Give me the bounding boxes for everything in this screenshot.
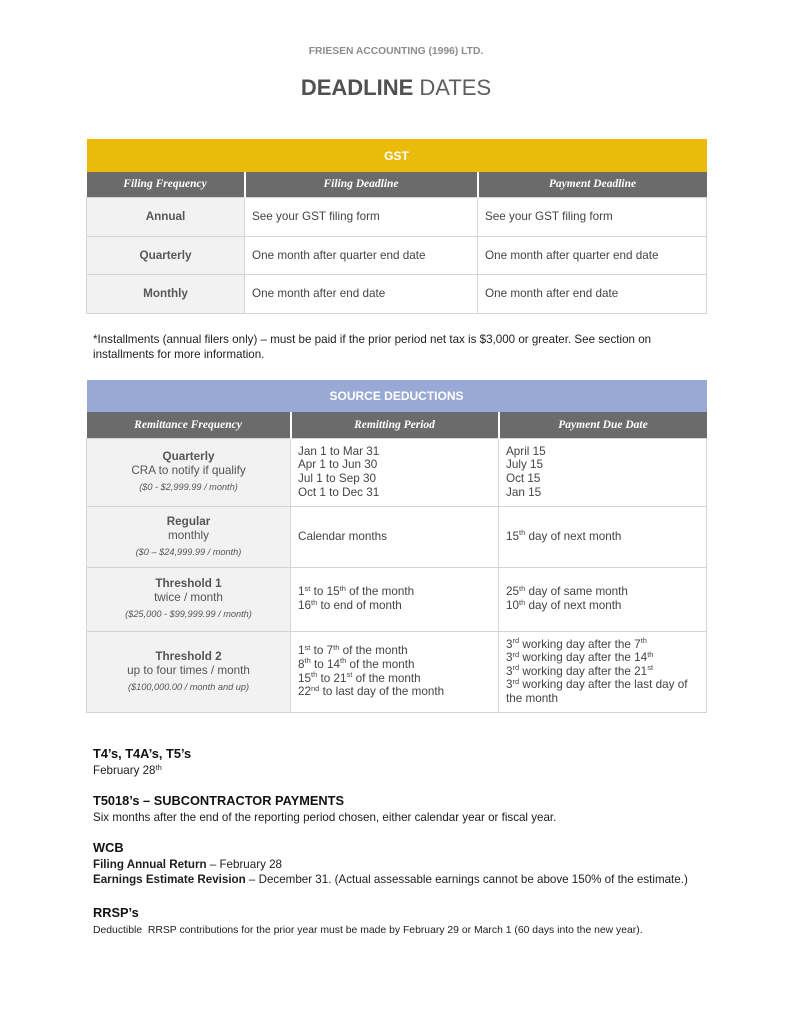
gst-payment-deadline-cell: One month after end date	[478, 274, 707, 313]
gst-column-header-row	[87, 172, 707, 197]
wcb-annual-return-label: Filing Annual Return	[93, 858, 207, 871]
payment-due-cell	[499, 506, 707, 567]
line-text: working day after the 14	[519, 651, 648, 665]
line-text: day of next month	[525, 529, 622, 543]
line-text: day of same month	[525, 585, 628, 599]
line-text: to end of month	[317, 599, 402, 612]
gst-filing-deadline-cell: One month after end date	[245, 274, 478, 313]
remittance-frequency-cell	[87, 438, 291, 506]
line-text: Oct 15	[506, 472, 541, 485]
cell-line	[506, 651, 698, 665]
t4-date	[93, 763, 162, 778]
source-deductions-band-row	[87, 380, 707, 412]
line-text: 16	[298, 599, 312, 612]
ordinal-suffix: nd	[311, 683, 320, 693]
cell-line	[506, 678, 698, 705]
frequency-range: ($0 – $24,999.99 / month)	[135, 546, 242, 557]
frequency-detail: twice / month	[154, 591, 223, 604]
line-text: Jan 15	[506, 485, 542, 499]
source-deductions-header: SOURCE DEDUCTIONS	[87, 380, 707, 412]
column-header-remittance-frequency: Remittance Frequency	[134, 418, 242, 431]
ordinal-suffix: th	[519, 528, 526, 538]
frequency-name: Regular	[166, 514, 211, 528]
line-text: 15	[298, 671, 312, 685]
gst-band-row	[87, 139, 707, 172]
ordinal-suffix: st	[304, 642, 311, 652]
ordinal-suffix: rd	[512, 636, 520, 646]
cell-line	[506, 486, 698, 500]
line-text: Apr 1 to Jun 30	[298, 458, 378, 472]
line-text: 22	[298, 685, 312, 699]
source-deductions-table	[86, 380, 707, 713]
ordinal-suffix: st	[647, 663, 654, 673]
t5018-text: Six months after the end of the reporting period chosen, either calendar year or fiscal year.	[93, 811, 557, 824]
frequency-detail: monthly	[168, 528, 209, 542]
column-header-remitting-period: Remitting Period	[291, 412, 499, 438]
line-text: 1	[298, 585, 305, 599]
line-text: 3	[506, 637, 513, 651]
wcb-annual-return-text: – February 28	[206, 858, 282, 871]
line-text: of the month	[339, 644, 408, 658]
ordinal-suffix: th	[519, 597, 526, 607]
ordinal-suffix: st	[346, 670, 353, 679]
ordinal-suffix: th	[333, 642, 340, 652]
line-text: 1	[298, 644, 305, 658]
payment-due-cell	[499, 438, 707, 506]
frequency-name: Threshold 1	[155, 577, 222, 590]
gst-frequency-cell: Quarterly	[87, 236, 245, 274]
cell-line	[506, 458, 698, 472]
payment-due-cell	[499, 567, 707, 631]
table-row	[87, 236, 707, 274]
ordinal-suffix: th	[519, 583, 526, 593]
table-row	[87, 438, 707, 506]
rrsp-text: Deductible RRSP contributions for the prior year must be made by February 29 or March 1 (60 days into the new year).	[93, 925, 643, 936]
frequency-range: ($25,000 - $99,999.99 / month)	[125, 609, 252, 619]
ordinal-suffix: th	[311, 670, 318, 679]
remittance-frequency-cell	[87, 567, 291, 631]
cell-line	[506, 599, 698, 613]
cell-line	[506, 665, 698, 679]
wcb-estimate-revision	[93, 872, 688, 887]
line-text: 3	[506, 678, 513, 692]
line-text: 3	[506, 664, 513, 678]
line-text: 15	[506, 529, 520, 543]
frequency-detail: CRA to notify if qualify	[131, 464, 246, 477]
table-row	[87, 567, 707, 631]
column-header-filing-deadline: Filing Deadline	[245, 172, 478, 197]
wcb-heading: WCB	[93, 840, 124, 855]
cell-line	[506, 638, 698, 652]
gst-frequency-cell: Monthly	[87, 274, 245, 313]
line-text: working day after the 21	[519, 664, 648, 678]
line-text: to 7	[310, 644, 334, 658]
cell-line	[298, 658, 490, 672]
frequency-name: Threshold 2	[155, 649, 222, 663]
line-text: to 21	[317, 671, 347, 685]
ordinal-suffix: th	[155, 762, 162, 772]
line-text: Oct 1 to Dec 31	[298, 485, 380, 499]
wcb-estimate-text: – December 31. (Actual assessable earnings cannot be above 150% of the estimate.)	[245, 873, 688, 886]
installments-note: *Installments (annual filers only) – must be paid if the prior period net tax is $3,000 or greater. See section on installments for more information.	[93, 333, 652, 361]
line-text: 8	[298, 657, 305, 671]
remitting-period-cell	[291, 631, 499, 712]
cell-line	[298, 458, 490, 472]
cell-line	[506, 530, 698, 544]
cell-line	[506, 472, 698, 486]
source-deductions-column-header-row	[87, 412, 707, 438]
remitting-period-cell	[291, 567, 499, 631]
cell-line	[298, 472, 490, 486]
payment-due-cell	[499, 631, 707, 712]
gst-filing-deadline-cell: One month after quarter end date	[245, 236, 478, 274]
page-title-bold: DEADLINE	[300, 75, 414, 100]
remittance-frequency-cell	[87, 506, 291, 567]
line-text: working day after the last day of the month	[506, 678, 688, 705]
ordinal-suffix: rd	[512, 676, 520, 686]
line-text: Jan 1 to Mar 31	[298, 444, 380, 458]
line-text: to 14	[310, 657, 341, 671]
line-text: to last day of the month	[319, 685, 445, 699]
line-text: of the month	[345, 585, 415, 599]
line-text: July 15	[506, 458, 544, 472]
ordinal-suffix: rd	[512, 663, 520, 673]
ordinal-suffix: th	[340, 656, 347, 666]
line-text: Calendar months	[298, 529, 388, 543]
line-text: of the month	[346, 657, 415, 671]
ordinal-suffix: th	[339, 583, 346, 593]
ordinal-suffix: th	[640, 636, 647, 646]
cell-line	[298, 672, 490, 686]
frequency-range: ($0 - $2,999.99 / month)	[139, 482, 238, 492]
cell-line	[298, 644, 490, 658]
ordinal-suffix: th	[311, 597, 318, 607]
gst-payment-deadline-cell: One month after quarter end date	[478, 236, 707, 274]
cell-line	[506, 585, 698, 599]
line-text: 3	[506, 651, 513, 665]
ordinal-suffix: th	[647, 649, 654, 659]
wcb-estimate-label: Earnings Estimate Revision	[93, 873, 246, 886]
cell-line	[298, 585, 490, 599]
table-row	[87, 631, 707, 712]
page-title	[0, 75, 792, 101]
cell-line	[298, 486, 490, 500]
line-text: of the month	[352, 671, 421, 685]
remitting-period-cell	[291, 506, 499, 567]
frequency-detail: up to four times / month	[127, 663, 250, 677]
cell-line	[298, 599, 490, 613]
gst-payment-deadline-cell: See your GST filing form	[478, 197, 707, 236]
table-row	[87, 274, 707, 313]
cell-line	[298, 445, 490, 459]
column-header-payment-due-date: Payment Due Date	[499, 412, 707, 438]
line-text: day of next month	[525, 599, 622, 612]
cell-line	[298, 685, 490, 699]
wcb-annual-return	[93, 857, 282, 872]
rrsp-heading: RRSP’s	[93, 905, 139, 920]
remitting-period-cell	[291, 438, 499, 506]
gst-header: GST	[87, 139, 707, 172]
company-name: FRIESEN ACCOUNTING (1996) LTD.	[308, 46, 484, 57]
line-text: 25	[506, 585, 520, 599]
column-header-filing-frequency: Filing Frequency	[123, 178, 207, 191]
cell-line	[298, 530, 490, 544]
line-text: working day after the 7	[519, 637, 641, 651]
t5018-heading: T5018’s – SUBCONTRACTOR PAYMENTS	[93, 793, 345, 808]
page-title-light: DATES	[419, 75, 492, 100]
ordinal-suffix: th	[304, 656, 311, 666]
gst-table	[86, 139, 707, 314]
remittance-frequency-cell	[87, 631, 291, 712]
cell-line	[506, 445, 698, 459]
line-text: 10	[506, 599, 520, 612]
frequency-name: Quarterly	[162, 450, 215, 463]
gst-frequency-cell: Annual	[87, 197, 245, 236]
column-header-payment-deadline: Payment Deadline	[478, 172, 707, 197]
line-text: to 15	[310, 585, 340, 599]
table-row	[87, 506, 707, 567]
t4-heading: T4’s, T4A’s, T5’s	[93, 746, 192, 761]
table-row	[87, 197, 707, 236]
line-text: Jul 1 to Sep 30	[298, 472, 376, 485]
line-text: April 15	[506, 444, 546, 458]
ordinal-suffix: st	[304, 583, 311, 593]
gst-filing-deadline-cell: See your GST filing form	[245, 197, 478, 236]
t4-date-text: February 28	[93, 764, 156, 777]
ordinal-suffix: rd	[512, 649, 520, 659]
frequency-range: ($100,000.00 / month and up)	[127, 681, 250, 692]
